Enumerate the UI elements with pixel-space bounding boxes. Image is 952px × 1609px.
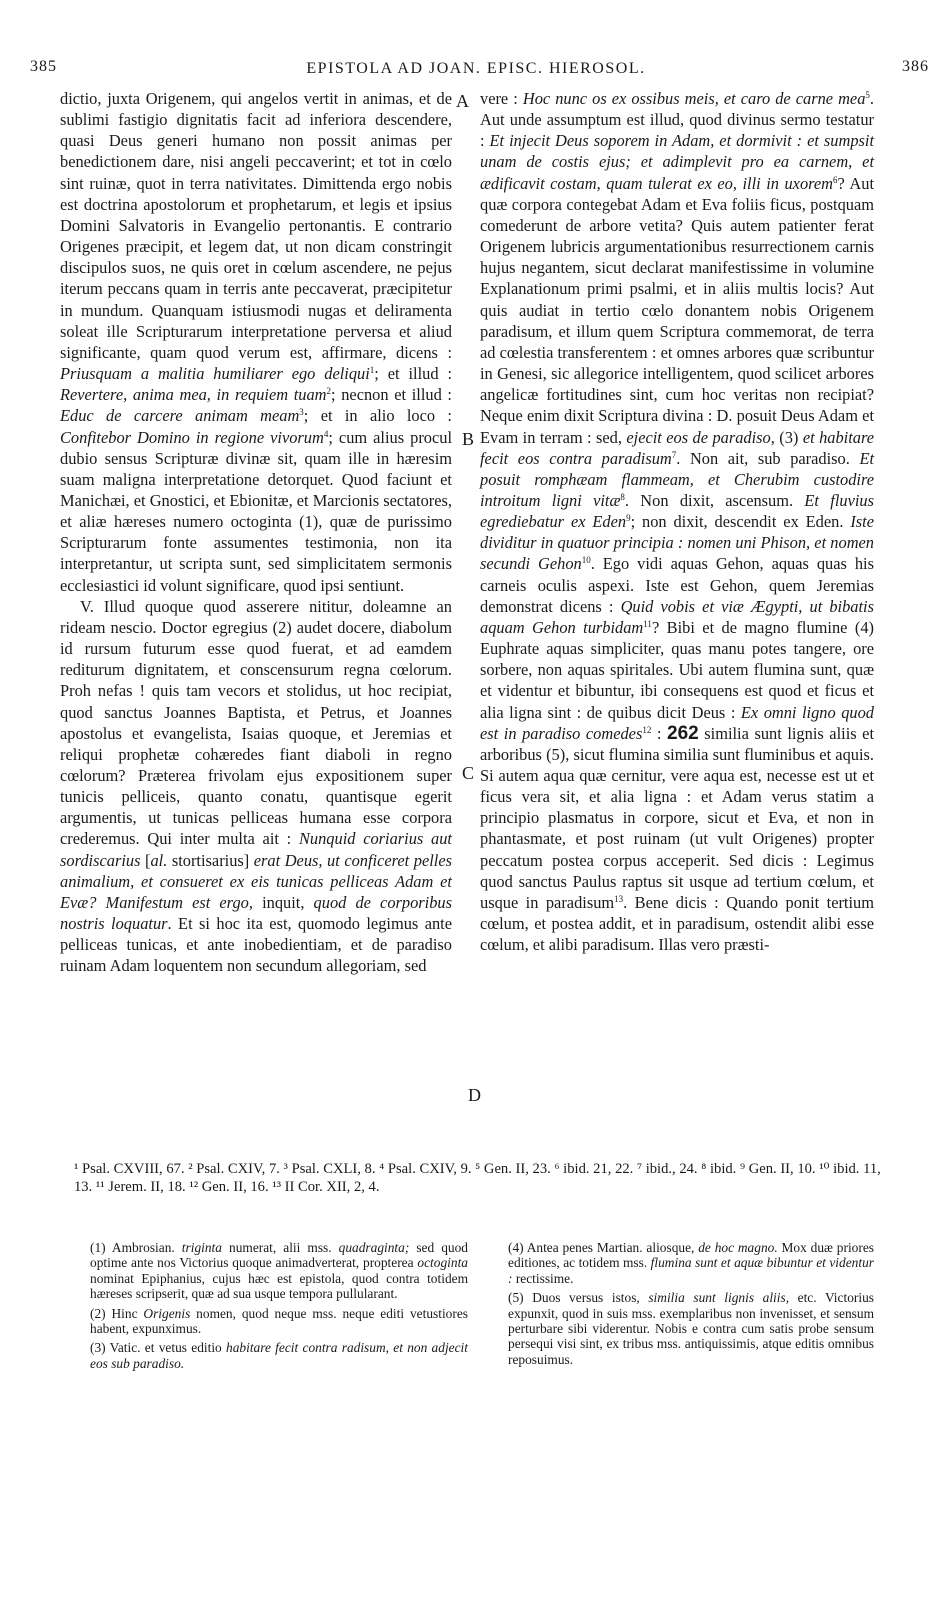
margin-mark-b: B [462,429,475,449]
page-number-left: 385 [30,58,57,75]
paragraph-right: vere : Hoc nunc os ex ossibus meis, et caro de carne mea$^5$. Aut unde assumptum est illud, quod divinus sermo testatur : Et injecit Deus soporem in Adam, et dormivit : et sumpsit unam de costis ejus; et adimplevit pro ea carnem, et ædificavit costam, quam tulerat ex eo, illi in uxorem$^6$? Aut quæ corpora contegebat Adam et Eva foliis ficus, postquam comederunt de arbore vetita? Quis autem patienter ferat Origenem lubricis argumentationibus resurrectionem carnis hujus negantem, sicut declarat manifestissime in volumine Explanationum primi psalmi, et in aliis multis locis? Aut quis audiat in tertio cœlo donantem nobis Origenem paradisum, et illum quem Scriptura commemorat, de terra ad cœlestia transferentem : et omnes arbores quæ scribuntur in Genesi, sic allegorice intelligentem, quod scilicet arbores angelicæ fortitudines sint, cum hoc veritas non recipiat? Neque enim dixit Scriptura divina : D. posuit Deus Adam et Evam in terram : sed, ejecit eos de paradiso, (3) et habitare fecit eos contra paradisum$^7$. Non ait, sub paradiso. Et posuit romphæam flammeam, et Cherubim custodire introitum ligni vitæ$^8$. Non dixit, ascensum. Et fluvius egrediebatur ex Eden$^9$; non dixit, descendit ex Eden. Iste dividitur in quatuor principia : nomen uni Phison, et nomen secundi Gehon$^{10}$. Ego vidi aquas Gehon, aquas quas his carneis oculis aspexi. Iste est Gehon, quem Jeremias demonstrat dicens : Quid vobis et viæ Ægypti, ut bibatis aquam Gehon turbidam$^{11}$? Bibi et de magno flumine (4) Euphrate aquas simpliciter, quas manu potes tangere, ore sorbere, non aquas spiritales. Ubi autem flumina sunt, quæ et videntur et bibuntur, ibi consequens est quod et ficus et alia ligna sint : de quibus dicit Deus : Ex omni ligno quod est in paradiso comedes$^{12}$ : 262 similia sunt lignis aliis et arboribus (5), sicut flumina similia sunt fluminibus et aquis. Si autem aqua quæ cernitur, vere aqua est, necesse est ut et ficus vera sit, et alia ligna : et Adam verus statim a principio plasmatus in corpore, sicut et Eva, et non in phantasmate, et post ruinam (ut vult Origenes) propter peccatum postea corpus acceperit. Sed dicis : Legimus quod sanctus Paulus raptus sit usque ad tertium cœlum, et usque in paradisum$^{13}$. Bene dicis : Quando ponit tertium cœlum, et postea addit, et in paradisum, ostendit alibi esse cœlum, et alibi paradisum. Illas vero præsti- [480,89,875,955]
running-title: EPISTOLA AD JOAN. EPISC. HIEROSOL. [306,60,646,77]
right-text-column [480,88,874,955]
footnote-1: (1) Ambrosian. triginta numerat, alii mss. quadraginta; sed quod optime ante nos Victorius quoque animadverterat, propterea octoginta nominat Epiphanius, cujus hæc est epistola, quod contra totidem hæreses scripserit, quæ ad sua usque tempora pullularant. [90,1240,469,1302]
footnote-2: (2) Hinc Origenis nomen, quod neque mss. neque editi vetustiores habent, expunximus. [90,1305,468,1337]
page-number-right: 386 [902,58,929,75]
margin-mark-d: D [468,1085,481,1105]
footnotes-left [90,1240,468,1375]
paragraph-section-v: V. Illud quoque quod asserere nititur, doleamne an rideam nescio. Doctor egregius (2) audet docere, diabolum id rursum futurum esse quod fuerat, et ad eamdem rediturum dignitatem, et conscensurum regna cœlorum. Proh nefas ! quis tam vecors et stolidus, ut hoc recipiat, quod sanctus Joannes Baptista, et Petrus, et Joannes apostolus et evangelista, Isaias quoque, et Jeremias et reliqui prophetæ cohæredes fiant diaboli in regno cœlorum? Præterea frivolam ejus expositionem super tunicis pelliceis, quanto conatu, quantisque egerit argumentis, ut tunicas pelliceas humana esse corpora crederemus. Qui inter multa ait : Nunquid coriarius aut sordiscarius [al. stortisarius] erat Deus, ut conficeret pelles animalium, et consueret ex eis tunicas pelliceas Adam et Evæ? Manifestum est ergo, inquit, quod de corporibus nostris loquatur. Et si hoc ita est, quomodo legimus ante pelliceas tunicas, et ante inobedientiam, et de paradiso ruinam Adam loquentem non secundum allegoriam, sed [60,596,453,976]
margin-mark-c: C [462,763,475,783]
footnote-5: (5) Duos versus istos, similia sunt lignis aliis, etc. Victorius expunxit, quod in suis mss. exemplaribus non invenisset, et sensum perturbare sibi viderentur. Nobis e contra cum satis probe sensum persequi visi sint, ex tribus mss. antiquissimis, atque editis omnibus reposuimus. [508,1290,874,1367]
footnote-4: (4) Antea penes Martian. aliosque, de hoc magno. Mox duæ priores editiones, ac totidem mss. flumina sunt et aquæ bibuntur et videntur : rectissime. [508,1240,874,1286]
footnote-3: (3) Vatic. et vetus editio habitare fecit contra radisum, et non adjecit eos sub paradiso. [90,1340,468,1371]
paragraph-continuation: dictio, juxta Origenem, qui angelos vertit in animas, et de sublimi fastigio dignitatis facit ad inferiora descendere, quasi Deus generi humano non possit animas per benedictionem dare, nisi angeli peccaverint; et tot in cœlo sint ruinæ, quot in terra nativitates. Dimittenda ergo nobis est doctrina apostolorum et prophetarum, et legis et ipsius Domini Salvatoris in Evangelio pertonantis. E contrario Origenes præcipit, et legem dat, ut non dicam constringit discipulos suos, ne quis oret in cœlum ascendere, ne pejus iterum peccans quam in terris ante peccaverat, præcipitetur in mundum. Quanquam istiusmodi nugas et deliramenta soleat ille Scripturarum interpretatione perversa et aliud significante, quam quod verum est, affirmare, dicens : Priusquam a malitia humiliarer ego deliqui$^1$; et illud : Revertere, anima mea, in requiem tuam$^2$; necnon et illud : Educ de carcere animam meam$^3$; et in alio loco : Confitebor Domino in regione vivorum$^4$; cum alius procul dubio sensus Scripturæ divinæ sit, quam ille in hæresim suam maligna interpretatione detorquet. Quod faciunt et Manichæi, et Gnostici, et Ebionitæ, et Marcionis sectatores, et aliæ hæreses numero octoginta (1), quæ de purissimo Scripturarum fonte assumentes testimonia, non ita interpretantur, ut scripta sunt, sed simplicitatem sermonis ecclesiastici id volunt significare, quod ipsi sentiunt. [60,89,452,595]
left-text-column [60,88,452,977]
footnotes-right [508,1240,874,1371]
column-number: 262 [667,722,699,744]
margin-mark-a: A [456,91,469,111]
scripture-references: ¹ Psal. CXVIII, 67. ² Psal. CXIV, 7. ³ Psal. CXLI, 8. ⁴ Psal. CXIV, 9. ⁵ Gen. II, 23. ⁶ ibid. 21, 22. ⁷ ibid., 24. ⁸ ibid. ⁹ Gen. II, 10. ¹⁰ ibid. 11, 13. ¹¹ Jerem. II, 18. ¹² Gen. II, 16. ¹³ II Cor. XII, 2, 4. [74,1161,881,1195]
